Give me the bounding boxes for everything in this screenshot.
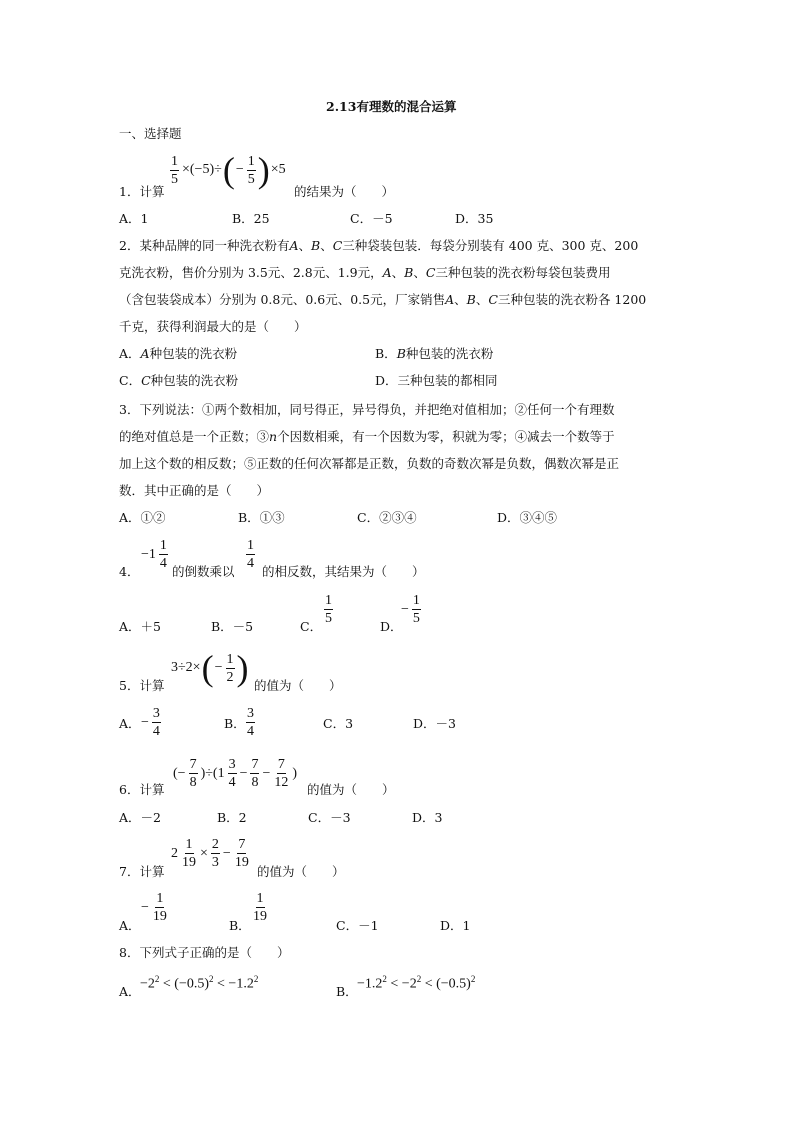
q5-prefix: 5．计算 xyxy=(119,678,165,693)
q1-prefix: 1．计算 xyxy=(119,184,165,199)
q3-option-d: D．③④⑤ xyxy=(497,510,558,525)
q5-option-c: C．3 xyxy=(323,716,354,731)
q2-line2: 克洗衣粉，售价分别为 3.5元、2.8元、1.9元，A、B、C三种包装的洗衣粉每袋包装费用 xyxy=(119,265,611,280)
q2-option-a: A．A种包装的洗衣粉 xyxy=(119,346,238,361)
q4-option-c: C． xyxy=(300,619,323,634)
q1-suffix: 的结果为（ ） xyxy=(294,184,395,199)
q5-option-d: D．－3 xyxy=(413,716,456,731)
q4-suffix: 的相反数，其结果为（ ） xyxy=(262,564,425,579)
q1-option-d: D．35 xyxy=(455,211,494,226)
q2-option-c: C．C种包装的洗衣粉 xyxy=(119,373,239,388)
q1-option-a: A．1 xyxy=(119,211,149,226)
q6-option-d: D．3 xyxy=(412,810,443,825)
q2-option-d: D．三种包装的都相同 xyxy=(375,373,498,388)
q4-option-c-fraction: $\frac{1}{5}$ xyxy=(325,593,332,626)
q6-option-b: B．2 xyxy=(217,810,247,825)
q4-option-d: D． xyxy=(380,619,403,634)
q8-option-b-expression: $-1.2^2 < -2^2 < (-0.5)^2$ xyxy=(357,974,476,992)
q8-prefix: 8．下列式子正确的是（ ） xyxy=(119,945,290,960)
q6-expression: (− $\frac{7}{8}$ )÷(1 $\frac{3}{4}$ − $\frac{7}{8}$ − $\frac{7}{12}$ ) xyxy=(173,757,298,790)
q4-option-a: A．＋5 xyxy=(119,619,161,634)
q8-option-a-expression: $-2^2 < (-0.5)^2 < -1.2^2$ xyxy=(140,974,259,992)
q5-option-a: A． xyxy=(119,716,141,731)
q7-option-b-fraction: $\frac{1}{19}$ xyxy=(253,891,267,924)
q1-option-b: B．25 xyxy=(232,211,270,226)
q3-line3: 加上这个数的相反数；⑤正数的任何次幂都是正数，负数的奇数次幂是负数，偶数次幂是正 xyxy=(119,456,620,471)
q6-prefix: 6．计算 xyxy=(119,782,165,797)
q4-number: 4． xyxy=(119,564,140,579)
q4-fraction: $\frac{1}{4}$ xyxy=(247,538,254,571)
q3-option-b: B．①③ xyxy=(238,510,285,525)
q3-line2: 的绝对值总是一个正数；③n个因数相乘，有一个因数为零，积就为零；④减去一个数等于 xyxy=(119,429,615,444)
q2-option-b: B．B种包装的洗衣粉 xyxy=(375,346,494,361)
q7-expression: 2 $\frac{1}{19}$ × $\frac{2}{3}$ − $\frac{7}{19}$ xyxy=(171,837,249,870)
q2-line4: 千克，获得利润最大的是（ ） xyxy=(119,319,307,334)
page-title: 2.13有理数的混合运算 xyxy=(326,99,457,114)
q1-expression: $\frac{1}{5}$ ×(−5)÷(− $\frac{1}{5}$ )×5 xyxy=(171,150,286,190)
q5-suffix: 的值为（ ） xyxy=(254,678,342,693)
q8-option-b: B． xyxy=(336,984,358,999)
q3-line4: 数．其中正确的是（ ） xyxy=(119,483,270,498)
q5-option-b: B． xyxy=(224,716,246,731)
q7-option-c: C．－1 xyxy=(336,918,379,933)
q7-option-a-fraction: − $\frac{1}{19}$ xyxy=(141,891,167,924)
q8-option-a: A． xyxy=(119,984,141,999)
section-heading: 一、选择题 xyxy=(119,126,182,141)
q5-expression: 3÷2×(− $\frac{1}{2}$ ) xyxy=(171,648,249,688)
q4-option-b: B．－5 xyxy=(211,619,254,634)
q7-prefix: 7．计算 xyxy=(119,864,165,879)
q6-suffix: 的值为（ ） xyxy=(307,782,395,797)
q3-option-a: A．①② xyxy=(119,510,166,525)
q2-line3: （含包装袋成本）分别为 0.8元、0.6元、0.5元，厂家销售A、B、C三种包装的洗衣粉各 1200 xyxy=(119,292,647,307)
q4-mid: 的倒数乘以 xyxy=(172,564,235,579)
q7-option-b: B． xyxy=(229,918,251,933)
q5-option-a-fraction: − $\frac{3}{4}$ xyxy=(141,706,160,739)
q7-option-a: A． xyxy=(119,918,141,933)
q1-option-c: C．－5 xyxy=(350,211,393,226)
q6-option-a: A．－2 xyxy=(119,810,161,825)
q6-option-c: C．－3 xyxy=(308,810,351,825)
q4-option-d-fraction: − $\frac{1}{5}$ xyxy=(401,593,420,626)
q2-line1: 2．某种品牌的同一种洗衣粉有A、B、C三种袋装包装．每袋分别装有 400 克、300 克、200 xyxy=(119,238,639,253)
q7-option-d: D．1 xyxy=(440,918,471,933)
q3-line1: 3．下列说法：①两个数相加，同号得正，异号得负，并把绝对值相加；②任何一个有理数 xyxy=(119,402,615,417)
q7-suffix: 的值为（ ） xyxy=(257,864,345,879)
q5-option-b-fraction: $\frac{3}{4}$ xyxy=(247,706,254,739)
q4-mixed-number: −1 $\frac{1}{4}$ xyxy=(141,538,167,571)
q3-option-c: C．②③④ xyxy=(357,510,417,525)
